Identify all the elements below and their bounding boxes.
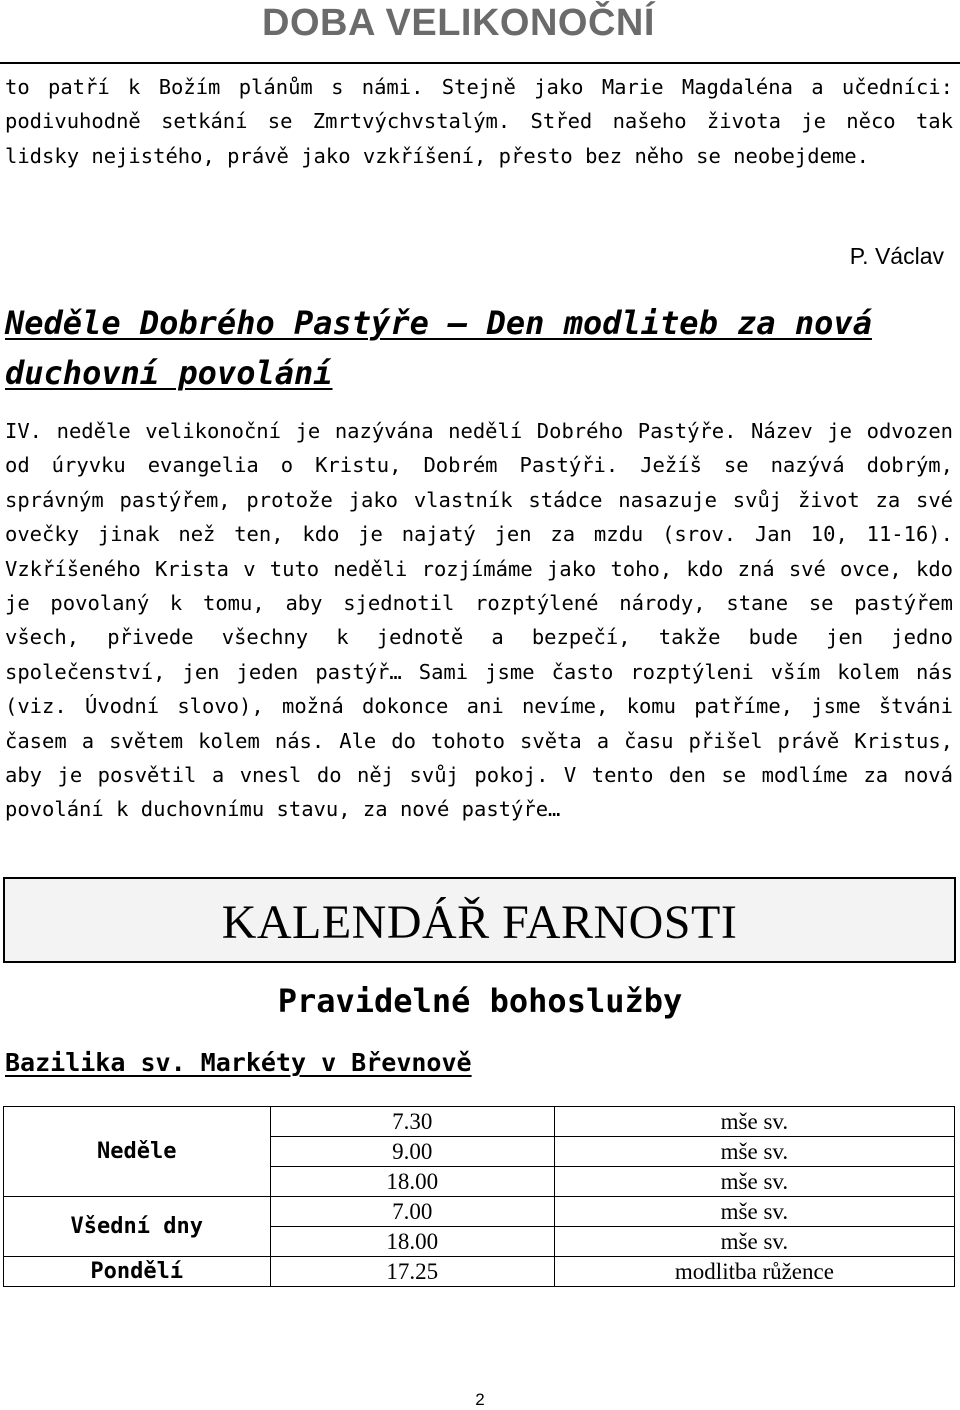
- body-line: aby je posvětil a vnesl do něj svůj pokoj. V tento den se modlíme za nová: [5, 763, 953, 788]
- schedule-row: [4, 1257, 955, 1287]
- schedule-time: 17.25: [270, 1257, 554, 1287]
- schedule-table: [3, 1106, 955, 1287]
- church-heading: Bazilika sv. Markéty v Břevnově: [5, 1048, 472, 1077]
- schedule-event: mše sv.: [554, 1107, 954, 1137]
- schedule-event: mše sv.: [554, 1227, 954, 1257]
- section-heading: Neděle Dobrého Pastýře – Den modliteb za nová duchovní povolání: [5, 304, 872, 392]
- schedule-row: [4, 1197, 955, 1227]
- intro-paragraph: [5, 70, 953, 173]
- body-line: od úryvku evangelia o Kristu, Dobrém Pastýři. Ježíš se nazývá dobrým,: [5, 453, 953, 478]
- schedule-time: 7.00: [270, 1197, 554, 1227]
- body-line: ovečky jinak než ten, kdo je najatý jen za mzdu (srov. Jan 10, 11-16).: [5, 522, 953, 547]
- page-title: DOBA VELIKONOČNÍ: [262, 2, 655, 44]
- schedule-time: 18.00: [270, 1167, 554, 1197]
- schedule-time: 9.00: [270, 1137, 554, 1167]
- body-line: povolání k duchovnímu stavu, za nové pastýře…: [5, 797, 561, 822]
- schedule-day: Všední dny: [4, 1197, 271, 1257]
- services-heading: Pravidelné bohoslužby: [277, 982, 683, 1020]
- body-line: časem a světem kolem nás. Ale do tohoto světa a času přišel právě Kristus,: [5, 728, 953, 753]
- schedule-day: Neděle: [4, 1107, 271, 1197]
- body-line: správným pastýřem, protože jako vlastník stádce nasazuje svůj život za své: [5, 487, 953, 512]
- schedule-row: [4, 1107, 955, 1137]
- body-line: IV. neděle velikonoční je nazývána nedělí Dobrého Pastýře. Název je odvozen: [5, 419, 953, 443]
- calendar-banner: [3, 877, 956, 963]
- body-line: společenství, jen jeden pastýř… Sami jsme často rozptýleni vším kolem nás: [5, 659, 953, 684]
- page-number: 2: [475, 1390, 485, 1409]
- body-line: (viz. Úvodní slovo), možná dokonce ani nevíme, komu patříme, jsme štváni: [5, 694, 953, 719]
- schedule-event: mše sv.: [554, 1137, 954, 1167]
- schedule-day: Pondělí: [4, 1257, 271, 1287]
- intro-line: podivuhodně setkání se Zmrtvýchvstalým. Střed našeho života je něco tak: [5, 109, 953, 134]
- calendar-title: KALENDÁŘ FARNOSTI: [221, 896, 738, 949]
- schedule-event: modlitba růžence: [554, 1257, 954, 1287]
- schedule-event: mše sv.: [554, 1197, 954, 1227]
- signature: P. Václav: [849, 243, 944, 269]
- section-body: [5, 414, 953, 827]
- body-line: je povolaný k tomu, aby sjednotil rozptýlené národy, stane se pastýřem: [5, 591, 953, 616]
- intro-line: to patří k Božím plánům s námi. Stejně jako Marie Magdaléna a učedníci:: [5, 75, 953, 99]
- schedule-time: 18.00: [270, 1227, 554, 1257]
- intro-line: lidsky nejistého, právě jako vzkříšení, přesto bez něho se neobejdeme.: [5, 143, 869, 168]
- schedule-event: mše sv.: [554, 1167, 954, 1197]
- body-line: všech, přivede všechny k jednotě a bezpečí, takže bude jen jedno: [5, 625, 953, 650]
- page-header: [0, 0, 960, 64]
- body-line: Vzkříšeného Krista v tuto neděli rozjímáme jako toho, kdo zná své ovce, kdo: [5, 556, 953, 581]
- schedule-time: 7.30: [270, 1107, 554, 1137]
